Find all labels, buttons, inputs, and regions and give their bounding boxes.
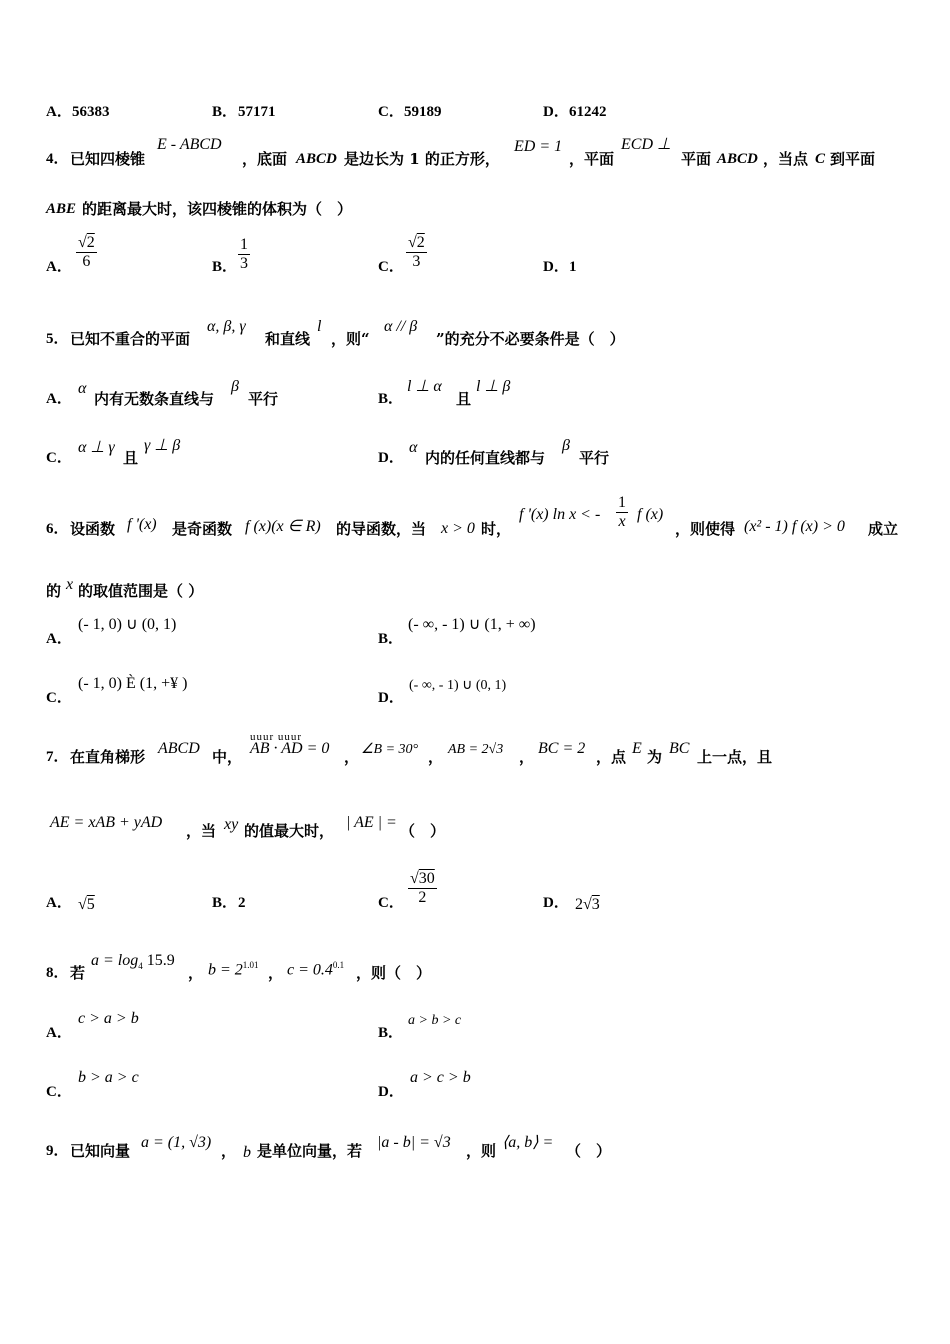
math-expression: AB = 2√3	[448, 742, 504, 757]
question-text: 的距离最大时，该四棱锥的体积为（ ）	[82, 200, 353, 218]
question-text: 成立	[868, 520, 899, 538]
fraction-numerator: 2	[416, 234, 425, 251]
question-text: ，则（ ）	[356, 964, 432, 982]
exponent: 1.01	[242, 960, 259, 970]
option-label: C．	[46, 450, 72, 466]
math-expression: β	[231, 378, 239, 395]
question-7-options	[0, 866, 950, 922]
question-text: （ ）	[400, 822, 446, 840]
question-5	[0, 318, 950, 358]
question-text: 的	[46, 582, 62, 600]
option-label: C．	[46, 690, 72, 706]
question-text: ，则“	[331, 330, 370, 348]
fraction-numerator: 1	[618, 494, 626, 511]
fraction-numerator: 1	[240, 236, 248, 253]
fraction	[616, 494, 628, 531]
question-text: ，	[221, 1142, 237, 1160]
question-text: ，当点	[763, 150, 809, 168]
question-number: 7．	[46, 749, 69, 765]
question-text: 平面	[681, 150, 712, 168]
question-6	[0, 492, 950, 548]
option-label: A．	[46, 631, 72, 647]
question-text: 已知不重合的平面	[70, 330, 191, 348]
math-expression: (x² - 1) f (x) > 0	[744, 518, 845, 535]
question-text: 中，	[212, 748, 243, 766]
fraction	[238, 236, 250, 273]
question-text: （ ）	[566, 1142, 612, 1160]
option-label: D．	[543, 259, 569, 275]
option-text: 内的任何直线都与	[425, 449, 546, 467]
log-argument: 15.9	[142, 952, 175, 969]
question-text: 的值最大时，	[244, 822, 335, 840]
question-text: 到平面	[830, 150, 876, 168]
radicand: 3	[591, 896, 600, 913]
math-expression: | AE | =	[346, 814, 397, 831]
option-value: 59189	[404, 104, 442, 120]
question-text: ，则	[466, 1142, 497, 1160]
question-text: 时，	[481, 520, 512, 538]
math-expression: b	[243, 1144, 251, 1161]
math-expression: x > 0	[441, 520, 475, 537]
math-expression: E	[632, 740, 642, 757]
math-expression: c > a > b	[78, 1010, 139, 1027]
option-label: A．	[46, 391, 72, 407]
math-expression: α, β, γ	[207, 318, 246, 335]
math-expression: ABE	[46, 201, 77, 217]
math-expression: l ⊥ α	[407, 378, 442, 395]
question-number: 5．	[46, 331, 69, 347]
math-expression: AB · AD = 0	[250, 740, 330, 757]
fraction-numerator: 2	[86, 234, 95, 251]
option-label: A．	[46, 104, 72, 120]
coefficient: 2	[575, 896, 583, 913]
math-expression: ED = 1	[514, 138, 563, 155]
radical: √5	[78, 896, 95, 913]
math-expression: E - ABCD	[157, 136, 222, 153]
fraction: $\frac{√2}{3}$	[408, 234, 425, 270]
math-expression: l	[317, 318, 322, 335]
question-7	[0, 728, 950, 772]
option-label: C．	[378, 895, 404, 911]
math-expression: BC	[669, 740, 690, 757]
question-number: 9．	[46, 1143, 69, 1159]
math-expression: α ⊥ γ	[78, 439, 115, 456]
question-8-options-cd	[0, 1069, 950, 1109]
question-number: 6．	[46, 521, 69, 537]
math-expression	[91, 952, 175, 975]
option-label: A．	[46, 895, 72, 911]
math-expression: f '(x)	[127, 516, 157, 533]
question-6-options-ab	[0, 614, 950, 654]
math-expression: α // β	[384, 318, 418, 335]
math-expression: (- ∞, - 1) ∪ (1, + ∞)	[408, 616, 536, 633]
question-text: ”的充分不必要条件是（ ）	[436, 330, 625, 348]
math-expression: f (x)	[637, 506, 664, 523]
math-expression: C	[815, 151, 826, 167]
math-expression: a > c > b	[410, 1069, 471, 1086]
question-8-options-ab	[0, 1010, 950, 1050]
math-expression: f '(x) ln x < -	[519, 506, 601, 523]
fraction-denominator: 6	[82, 253, 91, 270]
option-text: 且	[456, 390, 472, 408]
question-8	[0, 950, 950, 990]
question-text: ，则使得	[675, 520, 736, 538]
math-expression: a = (1, √3)	[141, 1134, 212, 1151]
option-text: 平行	[248, 390, 279, 408]
option-label: D．	[543, 104, 569, 120]
fraction-denominator: 2	[418, 889, 427, 906]
question-text: ，底面	[242, 150, 288, 168]
option-label: D．	[378, 690, 404, 706]
question-text: 在直角梯形	[70, 748, 146, 766]
question-5-options-cd	[0, 437, 950, 477]
question-number: 4．	[46, 151, 69, 167]
question-text: 是单位向量，若	[257, 1142, 363, 1160]
question-text: ，平面	[569, 150, 615, 168]
math-expression: ABCD	[296, 151, 337, 167]
option-value: 2	[238, 895, 246, 911]
option-value: 56383	[72, 104, 110, 120]
option-label: C．	[46, 1084, 72, 1100]
option-label: B．	[378, 1025, 404, 1041]
option-text: 平行	[579, 449, 610, 467]
question-text: 已知四棱锥	[70, 150, 146, 168]
radicand: 5	[86, 896, 95, 913]
question-text: 的取值范围是（ ）	[78, 582, 204, 600]
option-text: 内有无数条直线与	[94, 390, 215, 408]
question-6-line-2	[0, 574, 950, 614]
math-expression: ⟨a, b⟩ =	[502, 1134, 554, 1151]
math-expression: f (x)(x ∈ R)	[245, 518, 321, 535]
option-label: A．	[46, 259, 72, 275]
option-label: D．	[543, 895, 569, 911]
math-expression: l ⊥ β	[476, 378, 511, 395]
fraction-denominator: 3	[412, 253, 421, 270]
fraction-denominator: x	[618, 513, 626, 530]
log-base: 4	[138, 961, 143, 972]
math-expression: ABCD	[717, 151, 758, 167]
math-expression: ECD ⊥	[621, 136, 671, 153]
math-expression: AE = xAB + yAD	[50, 814, 163, 831]
question-7-line-2	[0, 812, 950, 852]
math-expression: (- 1, 0) È (1, +¥ )	[78, 675, 188, 692]
math-expression: x	[66, 576, 74, 593]
option-label: D．	[378, 450, 404, 466]
question-text: 和直线	[265, 330, 311, 348]
math-expression: ABCD	[158, 740, 200, 757]
option-value: 61242	[569, 104, 607, 120]
question-text: ，	[188, 964, 204, 982]
question-4-options	[0, 232, 950, 288]
fraction: $\frac{√2}{6}$	[78, 234, 95, 270]
option-value: 57171	[238, 104, 276, 120]
option-label: B．	[212, 895, 238, 911]
option-label: A．	[46, 1025, 72, 1041]
question-text: 若	[70, 964, 86, 982]
math-expression: α	[409, 439, 418, 456]
question-text: ，点	[596, 748, 627, 766]
math-expression: BC = 2	[538, 740, 586, 757]
option-label: C．	[378, 259, 404, 275]
question-5-options-ab	[0, 378, 950, 418]
exponent: 0.1	[332, 960, 345, 970]
question-text: 是边长为 1 的正方形，	[344, 150, 500, 168]
math-expression: (- 1, 0) ∪ (0, 1)	[78, 616, 177, 633]
radical: 2√3	[575, 896, 600, 913]
math-expression: ∠B = 30°	[361, 742, 419, 757]
fraction-numerator: 30	[418, 870, 435, 887]
math-expression: (- ∞, - 1) ∪ (0, 1)	[409, 678, 507, 693]
option-label: C．	[378, 104, 404, 120]
question-6-options-cd	[0, 673, 950, 713]
question-text: 是奇函数	[172, 520, 233, 538]
math-expression: |a - b| = √3	[377, 1134, 451, 1151]
question-text: ，当	[186, 822, 217, 840]
question-text: ，	[344, 748, 360, 766]
question-number: 8．	[46, 965, 69, 981]
math-expression: b > a > c	[78, 1069, 139, 1086]
option-label: B．	[378, 391, 404, 407]
log-expression: a = log	[91, 952, 139, 969]
fraction-denominator: 3	[240, 255, 248, 272]
q3-options	[0, 100, 950, 140]
question-text: 的导函数，当	[336, 520, 427, 538]
power-base: b = 2	[208, 961, 243, 979]
math-expression: xy	[224, 816, 239, 833]
option-label: B．	[212, 104, 238, 120]
question-text: ，	[519, 748, 535, 766]
question-text: 为	[647, 748, 663, 766]
vector-arrows: uuur uuur	[250, 731, 303, 743]
math-expression: β	[562, 437, 570, 454]
math-expression: α	[78, 380, 87, 397]
math-expression: γ ⊥ β	[144, 437, 181, 454]
option-label: B．	[378, 631, 404, 647]
power-base: c = 0.4	[287, 961, 333, 979]
math-expression	[208, 956, 259, 979]
question-text: ，	[428, 748, 444, 766]
fraction: $\frac{√30}{2}$	[410, 870, 435, 906]
question-text: 已知向量	[70, 1142, 131, 1160]
question-text: 设函数	[70, 520, 116, 538]
option-value: 1	[569, 259, 577, 275]
option-label: B．	[212, 259, 238, 275]
math-expression: a > b > c	[408, 1013, 462, 1028]
question-text: 上一点，且	[697, 748, 773, 766]
option-label: D．	[378, 1084, 404, 1100]
question-text: ，	[268, 964, 284, 982]
option-text: 且	[123, 449, 139, 467]
question-4	[0, 136, 950, 176]
math-expression	[287, 956, 344, 979]
question-9	[0, 1126, 950, 1166]
